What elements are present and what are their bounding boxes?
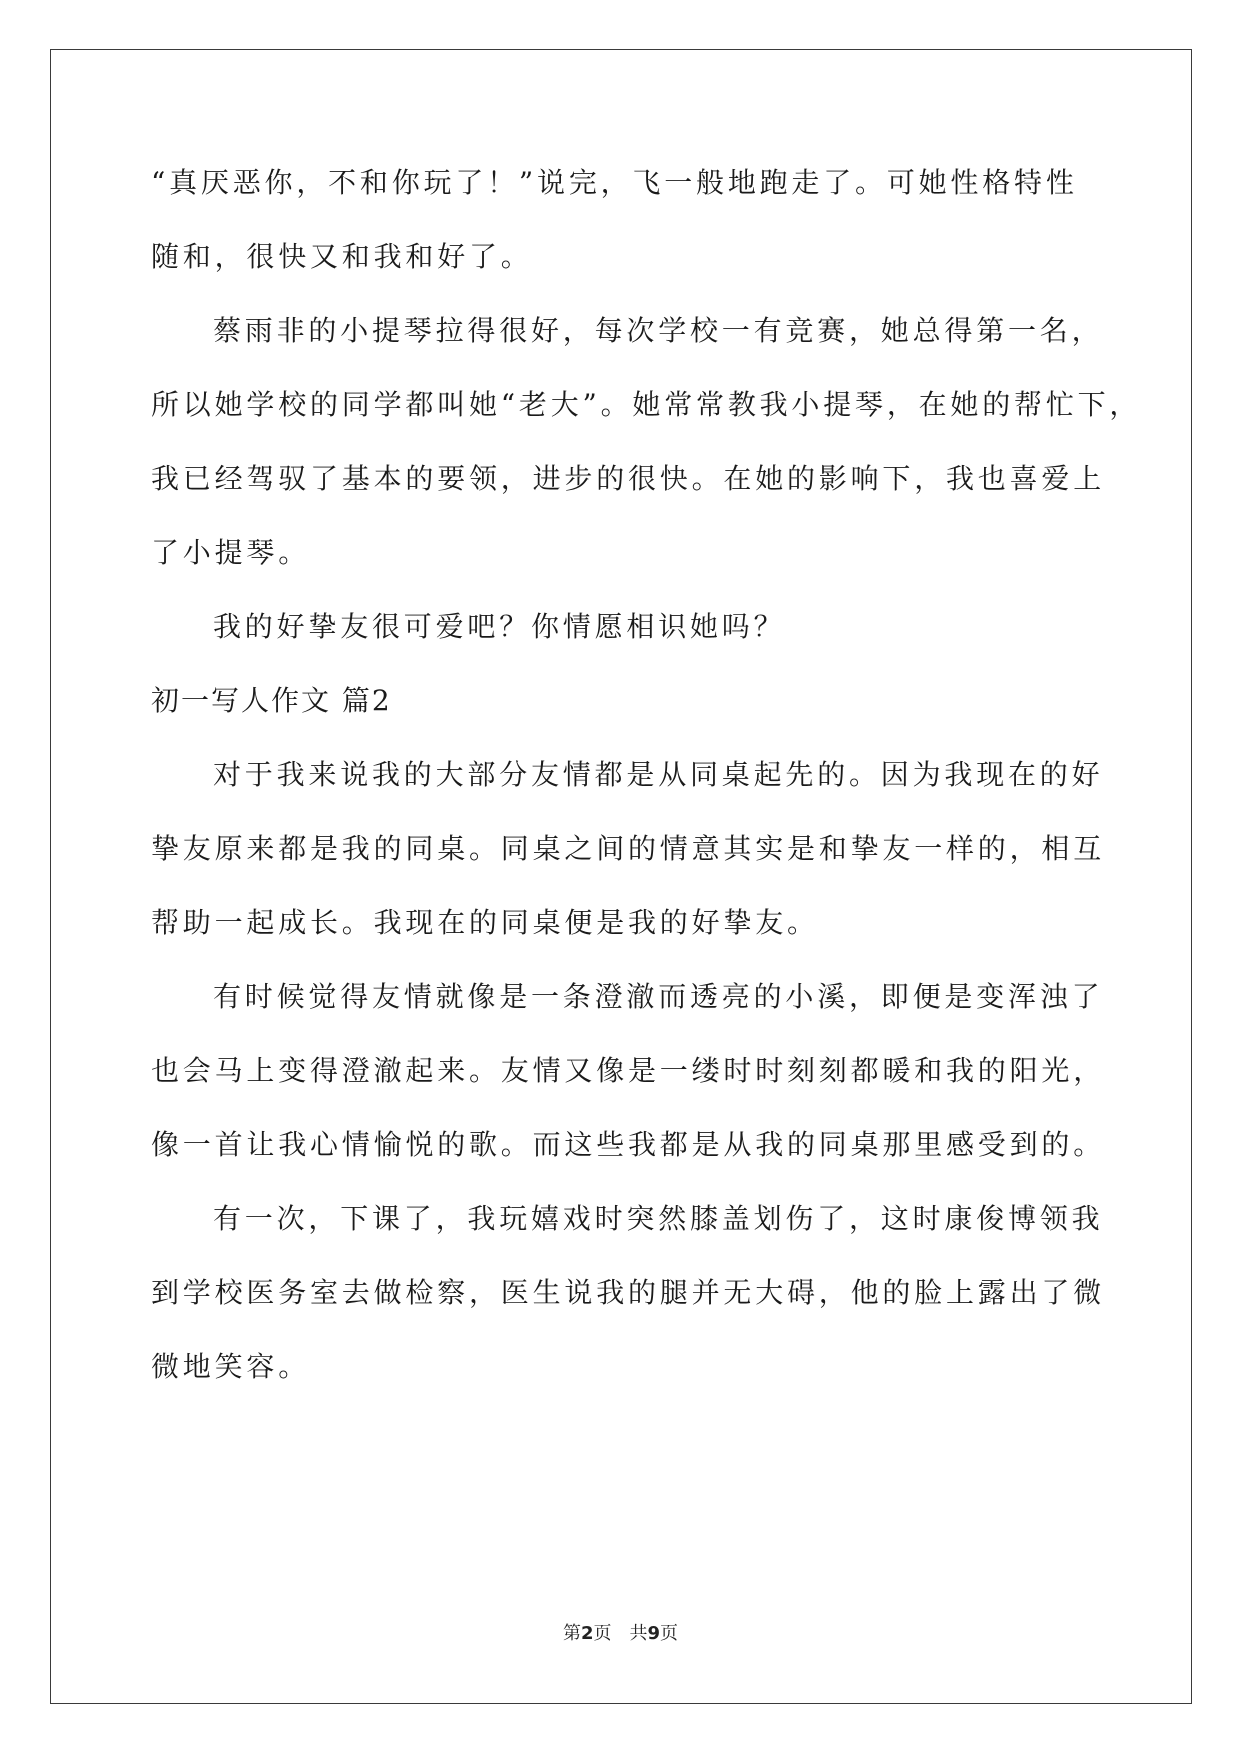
text-line: 对于我来说我的大部分友情都是从同桌起先的。因为我现在的好 <box>213 758 1104 791</box>
text-line: 有时候觉得友情就像是一条澄澈而透亮的小溪，即便是变浑浊了 <box>213 980 1104 1013</box>
text-line: 微地笑容。 <box>151 1350 311 1383</box>
total-suffix: 页 <box>660 1623 679 1644</box>
text-line: 有一次，下课了，我玩嬉戏时突然膝盖划伤了，这时康俊博领我 <box>213 1202 1104 1235</box>
text-line: 帮助一起成长。我现在的同桌便是我的好挚友。 <box>151 906 819 939</box>
page-footer <box>0 1622 1241 1646</box>
page-prefix: 第 <box>562 1623 581 1644</box>
page-border <box>50 49 1192 1704</box>
text-line: 随和，很快又和我和好了。 <box>151 240 533 273</box>
text-line: 我已经驾驭了基本的要领，进步的很快。在她的影响下，我也喜爱上 <box>151 462 1106 495</box>
text-line: 也会马上变得澄澈起来。友情又像是一缕时时刻刻都暖和我的阳光， <box>151 1054 1106 1087</box>
text-line: 我的好挚友很可爱吧？你情愿相识她吗？ <box>213 610 786 643</box>
text-line: 挚友原来都是我的同桌。同桌之间的情意其实是和挚友一样的，相互 <box>151 832 1106 865</box>
page-number: 2 <box>580 1623 594 1644</box>
total-pages: 9 <box>647 1623 661 1644</box>
text-line: 像一首让我心情愉悦的歌。而这些我都是从我的同桌那里感受到的。 <box>151 1128 1106 1161</box>
total-prefix: 共 <box>629 1623 648 1644</box>
text-line: 蔡雨非的小提琴拉得很好，每次学校一有竞赛，她总得第一名， <box>213 314 1104 347</box>
section-heading: 初一写人作文 篇2 <box>151 684 392 717</box>
text-line: 所以她学校的同学都叫她“老大”。她常常教我小提琴，在她的帮忙下， <box>151 388 1142 421</box>
text-line: 到学校医务室去做检察，医生说我的腿并无大碍，他的脸上露出了微 <box>151 1276 1106 1309</box>
text-line: 了小提琴。 <box>151 536 311 569</box>
page-suffix: 页 <box>593 1623 612 1644</box>
text-line: “真厌恶你，不和你玩了！”说完，飞一般地跑走了。可她性格特性 <box>151 166 1078 199</box>
